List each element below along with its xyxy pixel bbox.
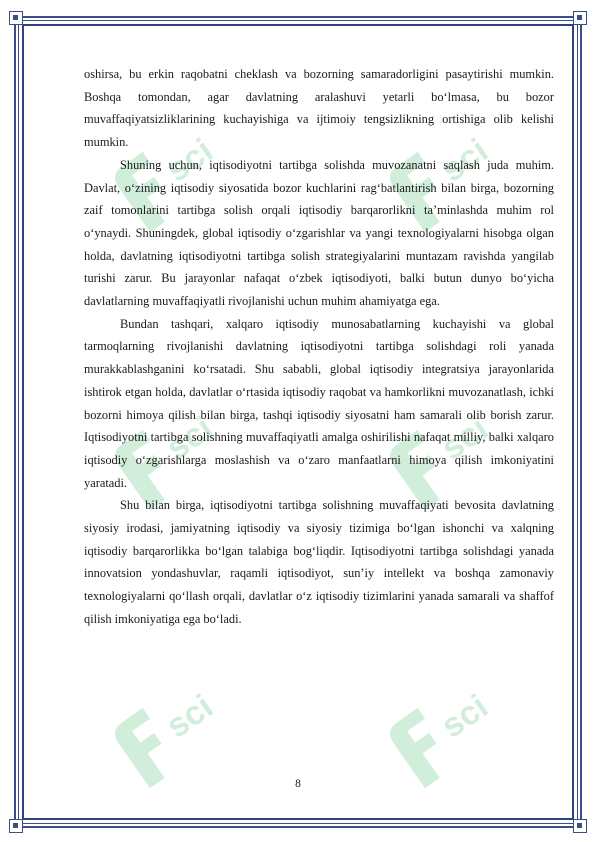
svg-text:sci: sci <box>159 687 220 746</box>
svg-text:sci: sci <box>434 687 495 746</box>
corner-ornament-icon <box>573 11 587 25</box>
body-text <box>84 63 554 631</box>
corner-ornament-icon <box>9 11 23 25</box>
svg-text:sci: sci <box>434 131 495 190</box>
paragraph: oshirsa, bu erkin raqobatni cheklash va bozorning samaradorligini pasaytirishi mumkin. Boshqa tomondan, agar davlatning aralashuvi yetarli bo‘lmasa, bu bozor muvaffaqiyatsizliklarining kuchayishiga va ijtimoiy tengsizlikning ortishiga olib kelishi mumkin. <box>84 67 554 150</box>
svg-text:sci: sci <box>159 131 220 190</box>
svg-text:sci: sci <box>434 409 495 468</box>
page-number: 8 <box>295 778 301 790</box>
corner-ornament-icon <box>573 819 587 833</box>
svg-text:sci: sci <box>159 409 220 468</box>
paragraph: Shuning uchun, iqtisodiyotni tartibga solishda muvozanatni saqlash juda muhim. Davlat, o‘zining iqtisodiy siyosatida bozor kuchlarini rag‘batlantirish bilan birga, bozorning zaif tomonlarini tartibga solish orqali iqtisodiy barqarorlikni ta’minlashda muhim rol o‘ynaydi. Shuningdek, global iqtisodiy o‘zgarishlar va yangi texnologiyalarni hisobga olgan holda, davlatning iqtisodiyotni tartibga solish strategiyalarini muntazam ravishda yangilab turishi zarur. Bu jarayonlar nafaqat o‘zbek iqtisodiyoti, balki butun dunyo bo‘yicha davlatlarning muvaffaqiyatli rivojlanishi uchun muhim ahamiyatga ega. <box>84 157 554 309</box>
paragraph: Bundan tashqari, xalqaro iqtisodiy munosabatlarning kuchayishi va global tarmoqlarning rivojlanishi davlatning iqtisodiyotni tartibga solishdagi roli yanada murakkablashganini ko‘rsatadi. Shu sababli, global iqtisodiy integratsiya jarayonlarida ishtirok etgan holda, davlatlar o‘rtasida iqtisodiy raqobat va hamkorlikni muvozanatlash, ichki bozorni himoya qilish bilan birga, tashqi iqtisodiy siyosatni ham samarali olib borish zarur. Iqtisodiyotni tartibga solishning muvaffaqiyatli amalga oshirilishi nafaqat milliy, balki xalqaro iqtisodiy o‘zgarishlarga moslashish va o‘zaro manfaatlarni himoya qilish imkoniyatini yaratadi. <box>84 316 554 490</box>
corner-ornament-icon <box>9 819 23 833</box>
paragraph: Shu bilan birga, iqtisodiyotni tartibga solishning muvaffaqiyati bevosita davlatning siyosiy irodasi, jamiyatning iqtisodiy va siyosiy tizimiga bo‘lgan ishonchi va xalqning iqtisodiy barqarorlikka bo‘lgan talabiga bog‘liqdir. Iqtisodiyotni tartibga solishdagi yanada innovatsion yondashuvlar, raqamli iqtisodiyot, sun’iy intellekt va boshqa zamonaviy texnologiyalarni qo‘llash orqali, davlatlar o‘z iqtisodiy tizimlarini yanada samarali va shaffof qilish imkoniyatiga ega bo‘ladi. <box>84 498 554 626</box>
